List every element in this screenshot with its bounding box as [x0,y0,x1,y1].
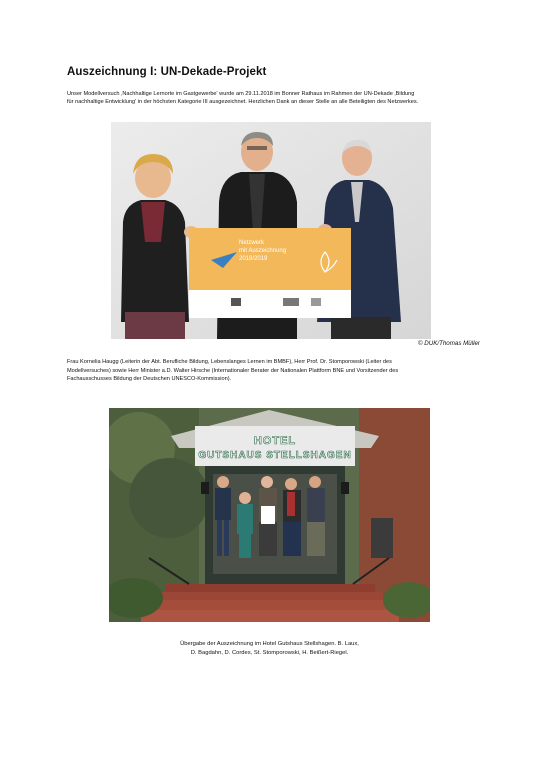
award-photo-caption [67,358,477,384]
intro-line-1: Unser Modellversuch ‚Nachhaltige Lernorte im Gastgewerbe' wurde am 29.11.2018 im Bonner Rathaus im Rahmen der UN-Dekade ‚Bildung [67,91,415,97]
caption1-line-3: Fachausschusses Bildung der Deutschen UNESCO-Kommission). [67,376,232,383]
intro-paragraph [67,90,477,107]
hotel-photo [109,408,430,622]
lamp-icon [201,482,209,494]
hotel-sign-line-1: HOTEL [253,435,297,447]
bmbf-logo-icon [311,298,321,306]
hotel-sign-line-2: GUTSHAUS STELLSHAGEN [198,450,352,461]
lamp-icon [341,482,349,494]
award-certificate [261,506,275,524]
cheque-line-2: mit Auszeichnung [239,248,287,254]
caption1-line-1: Frau Kornelia Haugg (Leiterin der Abt. Berufliche Bildung, Lebenslanges Lernen im BMBF), Herr Prof. Dr. Stomporowski (Leiter des [67,359,392,365]
caption2-line-1: Übergabe der Auszeichnung im Hotel Gutshaus Stellshagen. B. Laux, [180,641,359,647]
photo-credit: © DUK/Thomas Müller [418,340,480,347]
hotel-photo-image [109,408,430,622]
intro-line-2: für nachhaltige Entwicklung' in der höchsten Kategorie III ausgezeichnet. Herzlichen Dank an dieser Stelle an alle Beteiligten des Netzwerkes. [67,99,419,106]
unesco-logo-icon [231,298,241,306]
hotel-photo-caption [109,640,430,658]
page-title: Auszeichnung I: UN-Dekade-Projekt [67,66,267,78]
caption1-line-2: Modellversuches) sowie Herr Minister a.D. Walter Hirsche (Internationaler Berater der Nationalen Plattform BNE und Vorsitzender des [67,367,399,374]
award-photo [111,122,431,339]
partner-logo-icon [283,298,299,306]
cheque-line-3: 2018/2019 [239,256,268,262]
award-photo-image [111,122,431,339]
cheque-line-1: Netzwerk [239,240,265,246]
caption2-line-2: D. Bagdahn, D. Cordes, St. Stomporowski, H. Beißert-Riegel. [190,650,349,656]
